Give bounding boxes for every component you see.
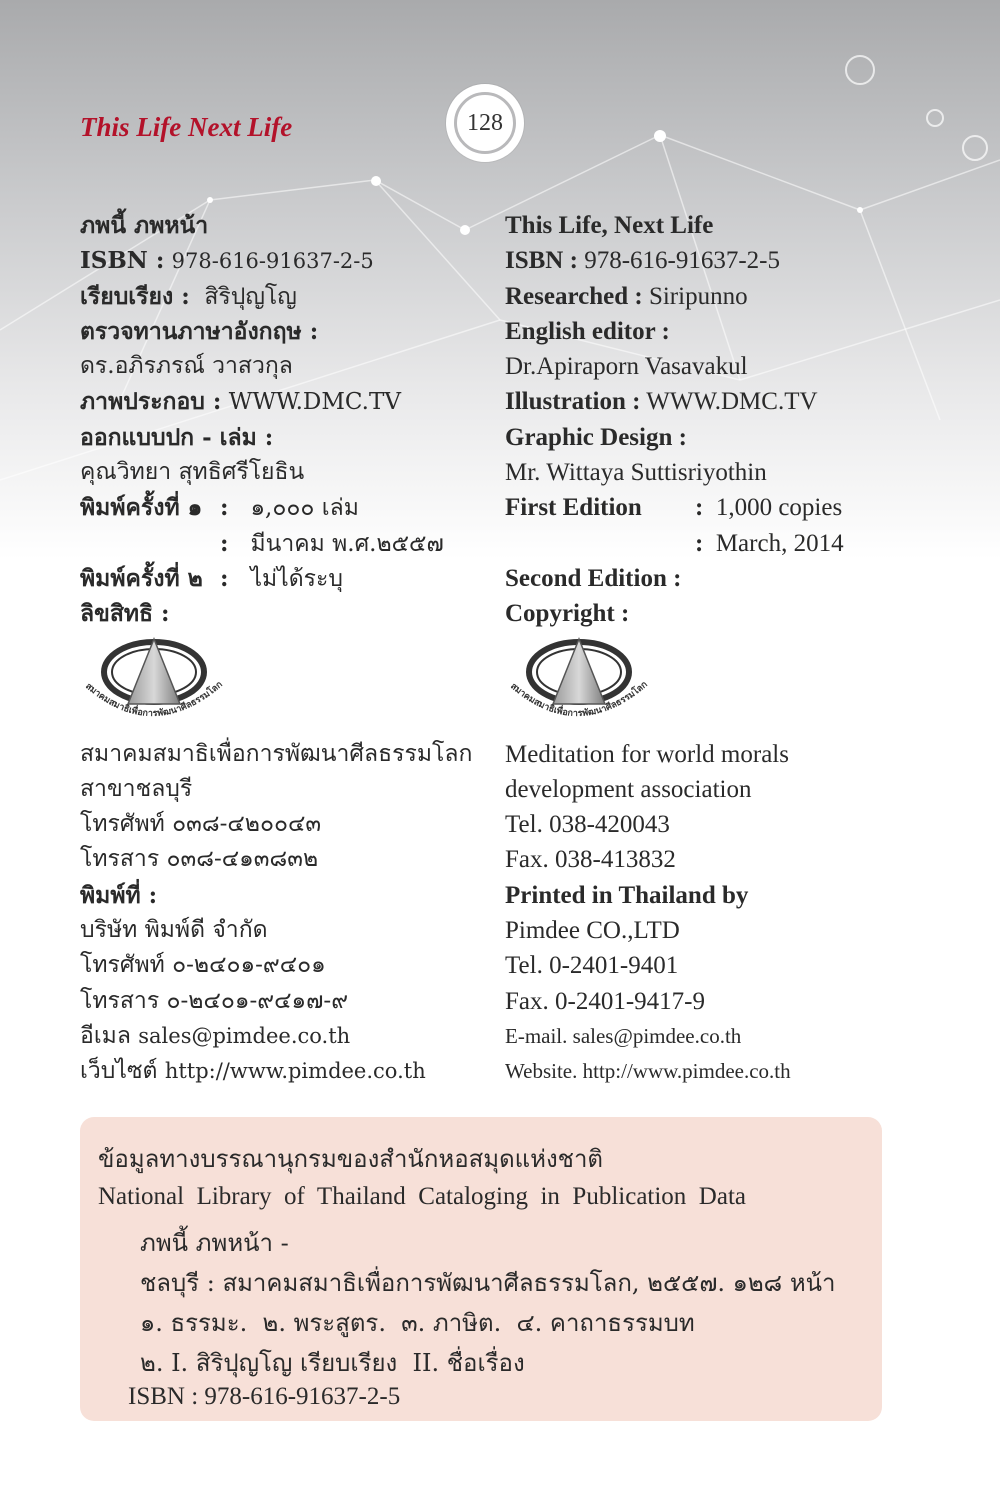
english-org-tel: Tel. 038-420043: [505, 811, 670, 839]
thai-copyright-line: ลิขสิทธิ :: [80, 600, 170, 628]
thai-editor-value: ดร.อภิรภรณ์ วาสวกุล: [80, 353, 293, 380]
english-design-value: Mr. Wittaya Suttisriyothin: [505, 459, 767, 487]
running-header-title: This Life Next Life: [80, 112, 293, 142]
thai-printer-label: พิมพ์ที่ :: [80, 881, 158, 909]
svg-text:สมาคมสมาธิเพื่อการพัฒนาศีลธรรม: สมาคมสมาธิเพื่อการพัฒนาศีลธรรมโลก: [508, 679, 650, 719]
english-org-line1: Meditation for world morals: [505, 740, 789, 768]
thai-org-fax: โทรสาร ๐๓๘-๔๑๓๘๓๒: [80, 846, 319, 873]
english-design-line: Graphic Design :: [505, 423, 687, 451]
cip-isbn: ISBN : 978-616-91637-2-5: [128, 1383, 401, 1410]
page-number-badge: [446, 84, 524, 162]
association-logo-english: [505, 632, 935, 737]
english-printer-label: Printed in Thailand by: [505, 881, 749, 909]
english-website-line: Website. http://www.pimdee.co.th: [505, 1059, 791, 1084]
thai-design-line: ออกแบบปก - เล่ม :: [80, 423, 274, 451]
english-org-line2: development association: [505, 775, 752, 803]
cip-entry-title: ภพนี้ ภพหน้า -: [140, 1229, 289, 1257]
thai-title-line: ภพนี้ ภพหน้า: [80, 212, 209, 239]
association-logo-icon: [499, 636, 659, 736]
thai-printer-name: บริษัท พิมพ์ดี จำกัด: [80, 917, 268, 944]
thai-org-line2: สาขาชลบุรี: [80, 775, 193, 802]
english-colophon: [505, 208, 935, 1090]
cip-heading-thai: ข้อมูลทางบรรณานุกรมของสำนักหอสมุดแห่งชาติ: [98, 1145, 604, 1173]
page-number: 128: [467, 110, 503, 136]
english-email-line: E-mail. sales@pimdee.co.th: [505, 1023, 742, 1048]
thai-printer-tel: โทรศัพท์ ๐-๒๔๐๑-๙๔๐๑: [80, 952, 326, 979]
thai-website-line: เว็บไซต์ http://www.pimdee.co.th: [80, 1058, 426, 1085]
english-printer-fax: Fax. 0-2401-9417-9: [505, 987, 705, 1015]
thai-colophon: [80, 208, 510, 1090]
thai-illustration-line: ภาพประกอบ : WWW.DMC.TV: [80, 388, 401, 416]
svg-text:สมาคมสมาธิเพื่อการพัฒนาศีลธรรม: สมาคมสมาธิเพื่อการพัฒนาศีลธรรมโลก: [83, 679, 225, 719]
english-editor-value: Dr.Apiraporn Vasavakul: [505, 353, 748, 381]
english-first-edition-date: : March, 2014: [695, 529, 844, 557]
thai-first-edition-line: พิมพ์ครั้งที่ ๑ : ๑,๐๐๐ เล่ม: [80, 494, 359, 522]
english-printer-tel: Tel. 0-2401-9401: [505, 952, 679, 980]
cip-heading-english: National Library of Thailand Cataloging in Publication Data: [98, 1183, 746, 1210]
english-editor-line: English editor :: [505, 317, 670, 345]
english-second-edition-line: Second Edition :: [505, 564, 682, 592]
cip-entry-added: ๒. I. สิริปุญโญ เรียบเรียง II. ชื่อเรื่อง: [140, 1349, 525, 1377]
thai-isbn-line: [80, 243, 510, 278]
association-logo: [80, 632, 510, 737]
cip-entry-subjects: ๑. ธรรมะ. ๒. พระสูตร. ๓. ภาษิต. ๔. คาถาธรรมบท: [140, 1309, 695, 1337]
english-illustration-line: Illustration : WWW.DMC.TV: [505, 388, 818, 416]
thai-first-edition-date: : มีนาคม พ.ศ.๒๕๕๗: [220, 529, 444, 557]
english-title-line: This Life, Next Life: [505, 212, 714, 239]
english-copyright-line: Copyright :: [505, 600, 630, 628]
thai-second-edition-line: พิมพ์ครั้งที่ ๒ : ไม่ได้ระบุ: [80, 564, 343, 592]
value: 978-616-91637-2-5: [171, 249, 374, 274]
thai-org-line1: สมาคมสมาธิเพื่อการพัฒนาศีลธรรมโลก: [80, 740, 473, 767]
label: ISBN :: [80, 247, 165, 275]
cip-data-box: [80, 1117, 882, 1421]
thai-design-value: คุณวิทยา สุทธิศรีโยธิน: [80, 459, 305, 486]
thai-researcher-line: เรียบเรียง : สิริปุญโญ: [80, 282, 297, 310]
english-org-fax: Fax. 038-413832: [505, 846, 676, 874]
english-isbn-line: ISBN : 978-616-91637-2-5: [505, 247, 780, 275]
english-first-edition-line: First Edition : 1,000 copies: [505, 494, 843, 522]
english-researcher-line: Researched : Siripunno: [505, 282, 748, 310]
thai-org-tel: โทรศัพท์ ๐๓๘-๔๒๐๐๔๓: [80, 811, 322, 838]
thai-printer-fax: โทรสาร ๐-๒๔๐๑-๙๔๑๗-๙: [80, 987, 349, 1014]
thai-editor-line: ตรวจทานภาษาอังกฤษ :: [80, 317, 319, 345]
thai-email-line: อีเมล sales@pimdee.co.th: [80, 1022, 351, 1049]
cip-entry-publication: ชลบุรี : สมาคมสมาธิเพื่อการพัฒนาศีลธรรมโลก, ๒๕๕๗. ๑๒๘ หน้า: [140, 1269, 836, 1297]
association-logo-icon: [74, 636, 234, 736]
english-printer-name: Pimdee CO.,LTD: [505, 917, 680, 945]
